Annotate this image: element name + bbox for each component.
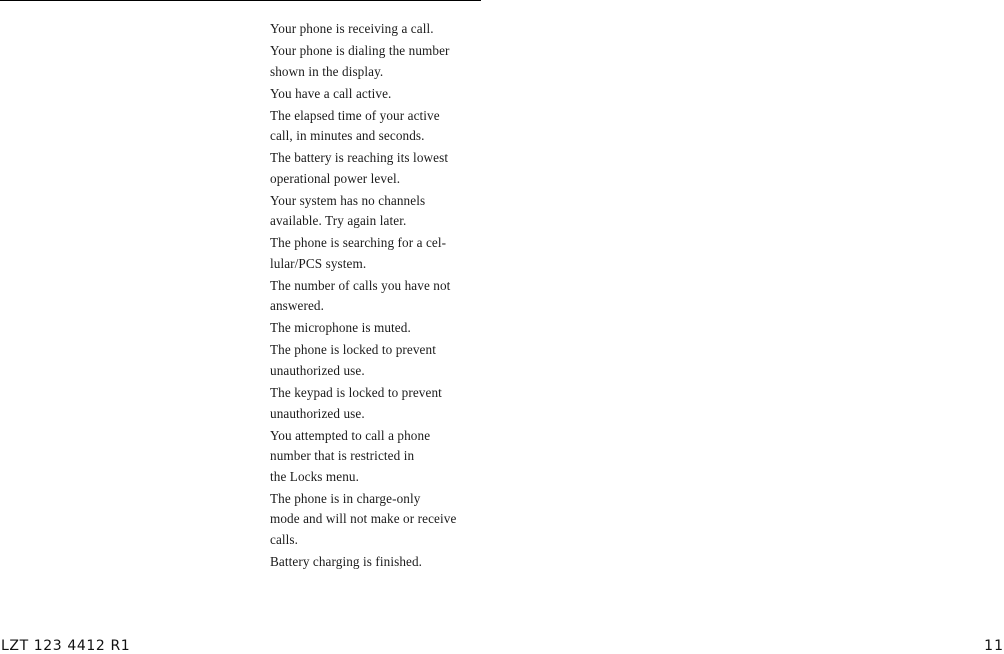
entry-line: lular/PCS system. bbox=[270, 255, 367, 271]
entry-phone-locked bbox=[270, 340, 495, 381]
entry-line: calls. bbox=[270, 531, 299, 547]
description-column bbox=[270, 19, 495, 574]
entry-line: The elapsed time of your active bbox=[270, 107, 440, 123]
entry-receiving-call bbox=[270, 19, 495, 40]
entry-call-active bbox=[270, 84, 495, 105]
entry-line: You attempted to call a phone bbox=[270, 427, 431, 443]
entry-line: Your phone is dialing the number bbox=[270, 42, 450, 58]
entry-searching bbox=[270, 233, 495, 274]
entry-line: answered. bbox=[270, 298, 324, 314]
entry-line: shown in the display. bbox=[270, 63, 384, 79]
entry-line: The keypad is locked to prevent bbox=[270, 385, 442, 400]
entry-line: operational power level. bbox=[270, 170, 401, 186]
entry-line: Your phone is receiving a call. bbox=[270, 21, 434, 36]
entry-dialing bbox=[270, 41, 495, 82]
entry-restricted-number bbox=[270, 426, 495, 488]
top-rule bbox=[0, 0, 481, 1]
entry-line: unauthorized use. bbox=[270, 405, 365, 421]
entry-missed-calls bbox=[270, 276, 495, 317]
entry-elapsed-time bbox=[270, 106, 495, 147]
entry-line: call, in minutes and seconds. bbox=[270, 128, 425, 144]
document-number: LZT 123 4412 R1 bbox=[1, 638, 131, 654]
entry-line: mode and will not make or receive bbox=[270, 511, 457, 527]
entry-line: The number of calls you have not bbox=[270, 277, 451, 293]
entry-charge-only bbox=[270, 489, 495, 551]
entry-line: the Locks menu. bbox=[270, 468, 360, 484]
entry-line: The battery is reaching its lowest bbox=[270, 150, 449, 166]
entry-muted bbox=[270, 318, 495, 339]
page-number: 11 bbox=[984, 638, 1004, 654]
entry-line: You have a call active. bbox=[270, 85, 392, 101]
entry-line: The microphone is muted. bbox=[270, 320, 411, 336]
entry-keypad-locked bbox=[270, 383, 495, 424]
entry-line: The phone is locked to prevent bbox=[270, 342, 436, 358]
entry-low-battery bbox=[270, 148, 495, 189]
entry-line: Your system has no channels bbox=[270, 192, 426, 208]
entry-line: The phone is searching for a cel- bbox=[270, 235, 447, 251]
entry-line: number that is restricted in bbox=[270, 448, 415, 464]
entry-charging-finished bbox=[270, 552, 495, 573]
entry-line: Battery charging is finished. bbox=[270, 553, 423, 569]
entry-line: The phone is in charge-only bbox=[270, 490, 421, 506]
entry-line: available. Try again later. bbox=[270, 213, 407, 229]
entry-line: unauthorized use. bbox=[270, 363, 365, 379]
entry-no-channels bbox=[270, 191, 495, 232]
